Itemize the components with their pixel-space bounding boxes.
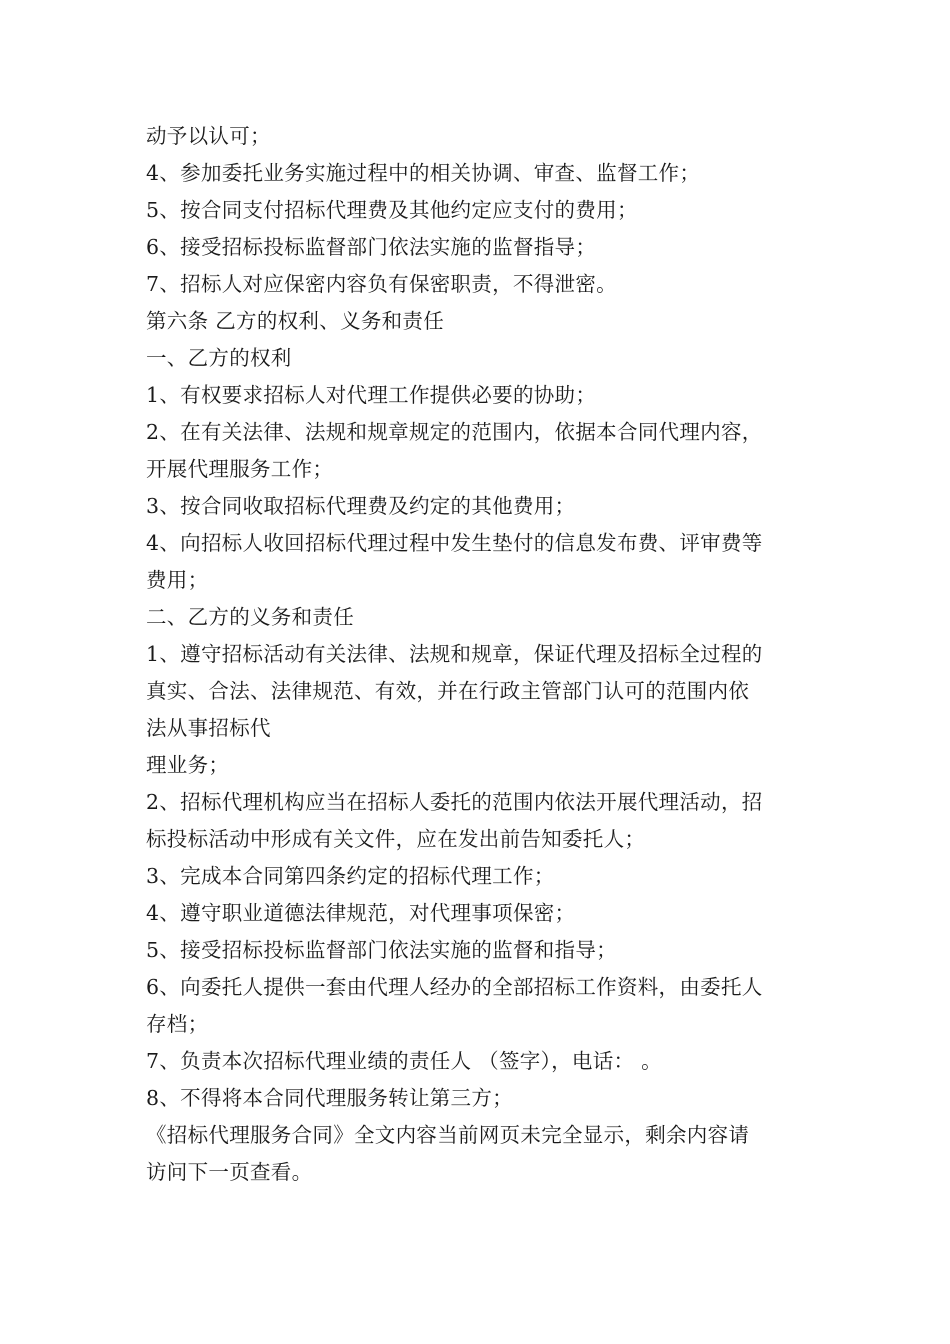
- text-line: 《招标代理服务合同》全文内容当前网页未完全显示，剩余内容请: [146, 1123, 750, 1147]
- text-line: 标投标活动中形成有关文件，应在发出前告知委托人；: [146, 827, 646, 851]
- text-line: 1、有权要求招标人对代理工作提供必要的协助；: [146, 383, 597, 407]
- text-line: 4、参加委托业务实施过程中的相关协调、审查、监督工作；: [146, 161, 701, 185]
- text-line: 4、向招标人收回招标代理过程中发生垫付的信息发布费、评审费等: [146, 531, 763, 555]
- text-line: 存档；: [146, 1012, 209, 1036]
- text-line: 5、接受招标投标监督部门依法实施的监督和指导；: [146, 938, 617, 962]
- text-line: 6、接受招标投标监督部门依法实施的监督指导；: [146, 235, 597, 259]
- text-line: 3、完成本合同第四条约定的招标代理工作；: [146, 864, 555, 888]
- text-line: 2、在有关法律、法规和规章规定的范围内，依据本合同代理内容，: [146, 420, 763, 444]
- text-line: 理业务；: [146, 753, 230, 777]
- text-line: 6、向委托人提供一套由代理人经办的全部招标工作资料，由委托人: [146, 975, 763, 999]
- text-line: 7、招标人对应保密内容负有保密职责，不得泄密。: [146, 272, 617, 296]
- section-heading: 第六条 乙方的权利、义务和责任: [146, 309, 445, 333]
- text-line: 访问下一页查看。: [146, 1160, 313, 1184]
- text-line: 8、不得将本合同代理服务转让第三方；: [146, 1086, 513, 1110]
- subsection-heading: 二、乙方的义务和责任: [146, 605, 354, 629]
- subsection-heading: 一、乙方的权利: [146, 346, 292, 370]
- text-line: 3、按合同收取招标代理费及约定的其他费用；: [146, 494, 576, 518]
- text-line: 费用；: [146, 568, 209, 592]
- text-line: 真实、合法、法律规范、有效，并在行政主管部门认可的范围内依: [146, 679, 750, 703]
- text-line: 动予以认可；: [146, 124, 271, 148]
- document-body: [146, 118, 811, 1191]
- text-line: 4、遵守职业道德法律规范，对代理事项保密；: [146, 901, 576, 925]
- text-line: 2、招标代理机构应当在招标人委托的范围内依法开展代理活动，招: [146, 790, 763, 814]
- text-line: 7、负责本次招标代理业绩的责任人 （签字），电话： 。: [146, 1049, 662, 1073]
- text-line: 5、按合同支付招标代理费及其他约定应支付的费用；: [146, 198, 638, 222]
- text-line: 开展代理服务工作；: [146, 457, 334, 481]
- text-line: 法从事招标代: [146, 716, 271, 740]
- text-line: 1、遵守招标活动有关法律、法规和规章，保证代理及招标全过程的: [146, 642, 763, 666]
